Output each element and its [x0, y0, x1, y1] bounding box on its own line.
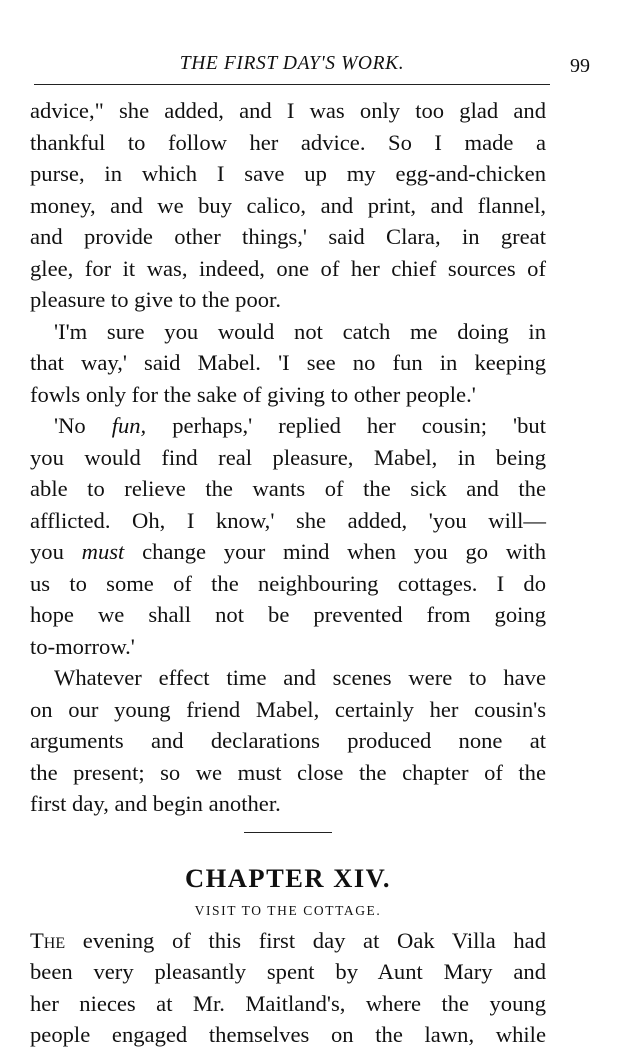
running-header	[34, 50, 590, 85]
paragraph-cousin-reply	[30, 410, 546, 662]
text-segment: you	[30, 539, 82, 564]
text-line: first day, and begin another.	[30, 791, 281, 816]
emphasis-text: must	[81, 539, 125, 564]
text-line	[30, 410, 546, 442]
paragraph-closing	[30, 662, 546, 820]
text-line: arguments and declarations produced none at	[30, 728, 546, 753]
text-line	[30, 925, 546, 957]
text-line: hope we shall not be prevented from going	[30, 602, 546, 627]
text-segment: evening of this first day at Oak Villa had	[65, 927, 546, 953]
text-line: advice," she added, and I was only too glad and	[30, 98, 546, 123]
text-segment: change your mind when you go with	[124, 539, 546, 564]
text-line: that way,' said Mabel. 'I see no fun in keeping	[30, 350, 546, 375]
paragraph-advice	[30, 95, 546, 316]
paragraph-mabel-reply	[30, 316, 546, 411]
drop-word: The	[30, 927, 66, 953]
text-line: purse, in which I save up my egg-and-chicken	[30, 161, 546, 186]
text-line: and provide other things,' said Clara, in great	[30, 224, 546, 249]
text-line: been very pleasantly spent by Aunt Mary and	[30, 959, 546, 984]
page-body	[30, 95, 546, 1051]
chapter-title: CHAPTER XIV.	[185, 862, 391, 893]
text-line: on our young friend Mabel, certainly her cousin's	[30, 696, 546, 722]
text-line: fowls only for the sake of giving to other people.'	[30, 381, 476, 407]
text-line: 'I'm sure you would not catch me doing in	[54, 318, 546, 344]
page-number: 99	[570, 55, 590, 77]
text-line: people engaged themselves on the lawn, while	[30, 1022, 546, 1047]
text-line: the present; so we must close the chapter of the	[30, 759, 546, 785]
paragraph-chapter-opening	[30, 925, 546, 1051]
text-line: afflicted. Oh, I know,' she added, 'you will—	[30, 507, 546, 533]
running-title: THE FIRST DAY'S WORK.	[179, 53, 405, 74]
text-line	[30, 536, 546, 568]
text-line: us to some of the neighbouring cottages. I do	[30, 570, 546, 596]
emphasis-text: fun,	[111, 413, 147, 438]
text-line: to-morrow.'	[30, 633, 135, 659]
text-line: you would find real pleasure, Mabel, in being	[30, 444, 546, 470]
text-segment: perhaps,' replied her cousin; 'but	[146, 413, 546, 438]
section-divider	[244, 832, 332, 833]
text-line: able to relieve the wants of the sick and the	[30, 476, 546, 501]
text-line: Whatever effect time and scenes were to have	[54, 665, 546, 690]
text-line: pleasure to give to the poor.	[30, 287, 281, 312]
chapter-subtitle: VISIT TO THE COTTAGE.	[194, 902, 382, 918]
text-segment: 'No	[54, 413, 112, 438]
text-line: her nieces at Mr. Maitland's, where the young	[30, 990, 546, 1016]
text-line: glee, for it was, indeed, one of her chief sources of	[30, 255, 546, 281]
text-line: thankful to follow her advice. So I made a	[30, 129, 546, 155]
text-line: money, and we buy calico, and print, and flannel,	[30, 192, 546, 218]
